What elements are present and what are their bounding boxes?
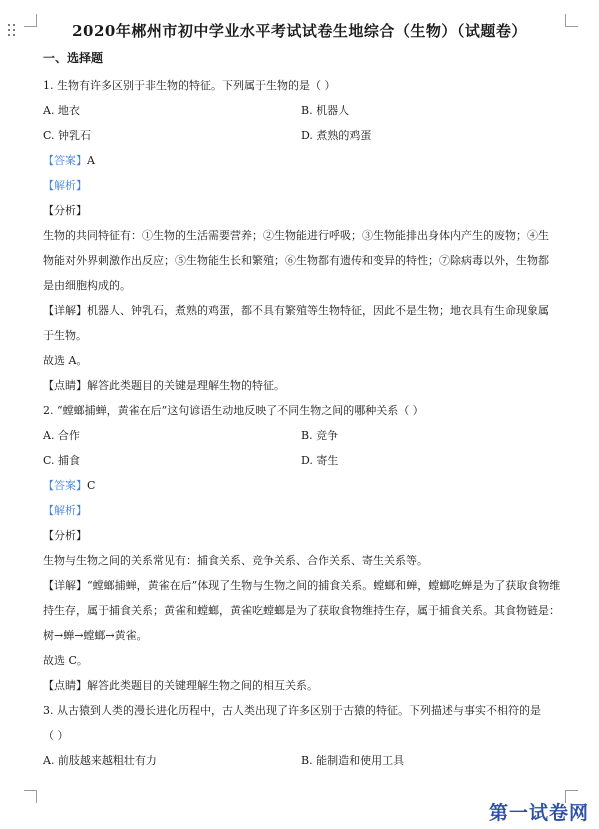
tip-text: 解答此类题目的关键理解生物之间的相互关系。 <box>87 679 318 692</box>
question-3-paren: （ ） <box>43 729 69 742</box>
q3-option-a: A. 前肢越来越粗壮有力 <box>43 754 157 767</box>
q1-answer-line <box>43 154 95 168</box>
q1-option-c: C. 钟乳石 <box>43 129 92 142</box>
q1-fenxi-text: 物能对外界刺激作出反应；⑤生物能生长和繁殖；⑥生物都有遗传和变异的特性；⑦除病毒以外，生物都 <box>43 254 549 267</box>
answer-tag: 【答案】 <box>43 479 87 492</box>
q2-detail <box>43 579 560 593</box>
question-1-stem: 1. 生物有许多区别于非生物的特征。下列属于生物的是（ ） <box>43 79 336 92</box>
q2-option-c: C. 捕食 <box>43 454 81 467</box>
q1-option-d: D. 煮熟的鸡蛋 <box>301 129 372 142</box>
section-heading: 一、选择题 <box>43 51 104 65</box>
q1-tip <box>43 379 285 393</box>
detail-text: “螳螂捕蝉，黄雀在后”体现了生物与生物之间的捕食关系。螳螂和蝉，螳螂吃蝉是为了获取食物维 <box>87 579 561 592</box>
q1-option-b: B. 机器人 <box>301 104 350 117</box>
q2-fenxi-tag: 【分析】 <box>43 529 87 542</box>
q1-detail <box>43 304 549 318</box>
detail-text: 机器人、钟乳石，煮熟的鸡蛋，都不具有繁殖等生物特征，因此不是生物；地衣具有生命现象属 <box>87 304 549 317</box>
q1-choose: 故选 A。 <box>43 354 88 367</box>
q1-fenxi-text: 生物的共同特征有：①生物的生活需要营养；②生物能进行呼吸；③生物能排出身体内产生的废物；④生 <box>43 229 549 242</box>
q2-answer: C <box>87 479 96 492</box>
q2-detail-text: 持生存，属于捕食关系；黄雀和螳螂，黄雀吃螳螂是为了获取食物维持生存，属于捕食关系。其食物链是： <box>43 604 560 617</box>
q1-detail-text: 于生物。 <box>43 329 87 342</box>
q2-answer-line <box>43 479 95 493</box>
q1-analysis-tag: 【解析】 <box>43 179 87 192</box>
q1-answer: A <box>87 154 95 167</box>
q1-fenxi-tag: 【分析】 <box>43 204 87 217</box>
question-2-stem: 2. “螳螂捕蝉，黄雀在后”这句谚语生动地反映了不同生物之间的哪种关系（ ） <box>43 404 424 417</box>
tip-text: 解答此类题目的关键是理解生物的特征。 <box>87 379 285 392</box>
q1-fenxi-text: 是由细胞构成的。 <box>43 279 131 292</box>
q2-tip <box>43 679 318 693</box>
page-corner-mark <box>24 790 37 803</box>
tip-tag: 【点睛】 <box>43 379 87 392</box>
question-3-stem: 3. 从古猿到人类的漫长进化历程中，古人类出现了许多区别于古猿的特征。下列描述与事实不相符的是 <box>43 704 541 717</box>
q2-detail-text: 树→蝉→螳螂→黄雀。 <box>43 629 148 642</box>
q2-option-a: A. 合作 <box>43 429 80 442</box>
detail-tag: 【详解】 <box>43 579 87 592</box>
document-title: 2020年郴州市初中学业水平考试试卷生地综合（生物）（试题卷） <box>72 22 527 40</box>
q2-option-b: B. 竞争 <box>301 429 339 442</box>
tip-tag: 【点睛】 <box>43 679 87 692</box>
q3-option-b: B. 能制造和使用工具 <box>301 754 405 767</box>
q2-analysis-tag: 【解析】 <box>43 504 87 517</box>
watermark-logo: 第一试卷网 <box>488 802 589 824</box>
q2-option-d: D. 寄生 <box>301 454 339 467</box>
detail-tag: 【详解】 <box>43 304 87 317</box>
q2-fenxi-text: 生物与生物之间的关系常见有：捕食关系、竞争关系、合作关系、寄生关系等。 <box>43 554 428 567</box>
q1-option-a: A. 地衣 <box>43 104 80 117</box>
q2-choose: 故选 C。 <box>43 654 88 667</box>
answer-tag: 【答案】 <box>43 154 87 167</box>
